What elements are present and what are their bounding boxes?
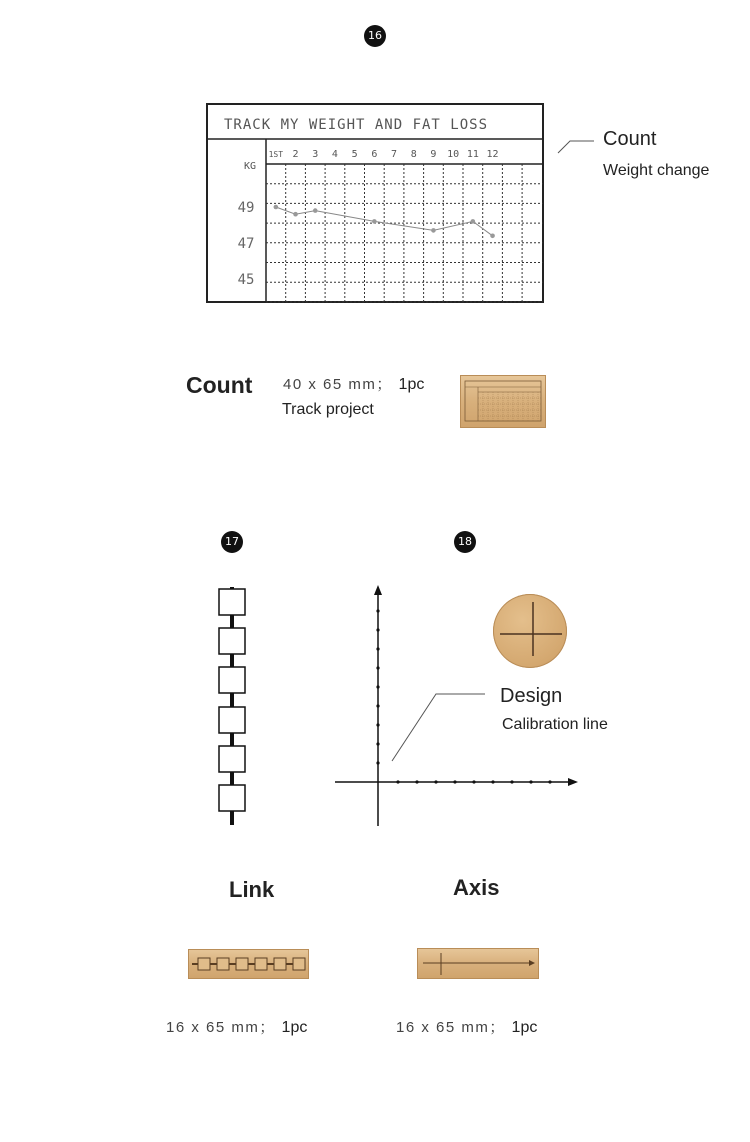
item-18-number-badge: 18 [454,531,476,553]
x-tick-label: 10 [447,149,460,160]
x-tick-label: 11 [466,149,479,160]
product-spec-axis [396,1016,537,1037]
y-tick-label: 47 [237,236,255,252]
size-text: 16 x 65 mm； [166,1019,276,1036]
x-tick-label: 7 [391,149,398,160]
stamp-photo-axis-round [493,594,567,668]
product-spec-link [166,1016,307,1037]
x-tick-label: 6 [371,149,378,160]
x-tick-label: 2 [292,149,299,160]
stamp-photo-count [460,375,546,428]
callout-subtitle-18: Calibration line [502,716,608,733]
y-unit-label: KG [244,161,257,172]
item-16-number-badge: 16 [364,25,386,47]
stamp-engraving-axis-round [493,594,567,668]
data-point [313,208,318,213]
qty-text: 1pc [398,376,425,393]
qty-text: 1pc [511,1019,538,1036]
item-17-number-badge: 17 [221,531,243,553]
callout-subtitle-16: Weight change [603,162,710,179]
stamp-engraving-count [460,375,546,428]
x-tick-label: 12 [486,149,499,160]
x-tick-label: 5 [351,149,358,160]
x-tick-label: 9 [430,149,437,160]
product-spec-count [283,373,424,394]
size-text: 16 x 65 mm； [396,1019,506,1036]
data-point [372,219,377,224]
y-tick-label: 45 [237,272,255,288]
stamp-engraving-link [188,949,309,979]
callout-title-18: Design [500,685,563,707]
y-tick-label: 49 [237,200,255,216]
stamp-engraving-axis [417,948,539,979]
data-point [293,212,298,217]
product-desc-count: Track project [282,401,374,418]
qty-text: 1pc [281,1019,308,1036]
data-point [274,205,279,210]
data-point [490,234,495,239]
weight-tracker-card [206,103,544,303]
x-tick-label: 1ST [268,150,284,159]
stamp-photo-link [188,949,309,979]
product-name-count: Count [186,372,253,398]
callout-title-16: Count [603,128,657,150]
stamp-photo-axis [417,948,539,979]
x-tick-label: 4 [331,149,338,160]
product-name-axis: Axis [453,875,500,900]
x-tick-label: 8 [410,149,417,160]
data-point [431,228,436,233]
x-tick-label: 3 [312,149,319,160]
y-axis-labels [238,200,255,288]
card-title: TRACK MY WEIGHT AND FAT LOSS [224,117,489,133]
product-name-link: Link [229,877,275,902]
link-stamp-illustration [210,585,254,827]
size-text: 40 x 65 mm； [283,376,393,393]
callout-line-16 [556,138,596,156]
data-point [471,219,476,224]
